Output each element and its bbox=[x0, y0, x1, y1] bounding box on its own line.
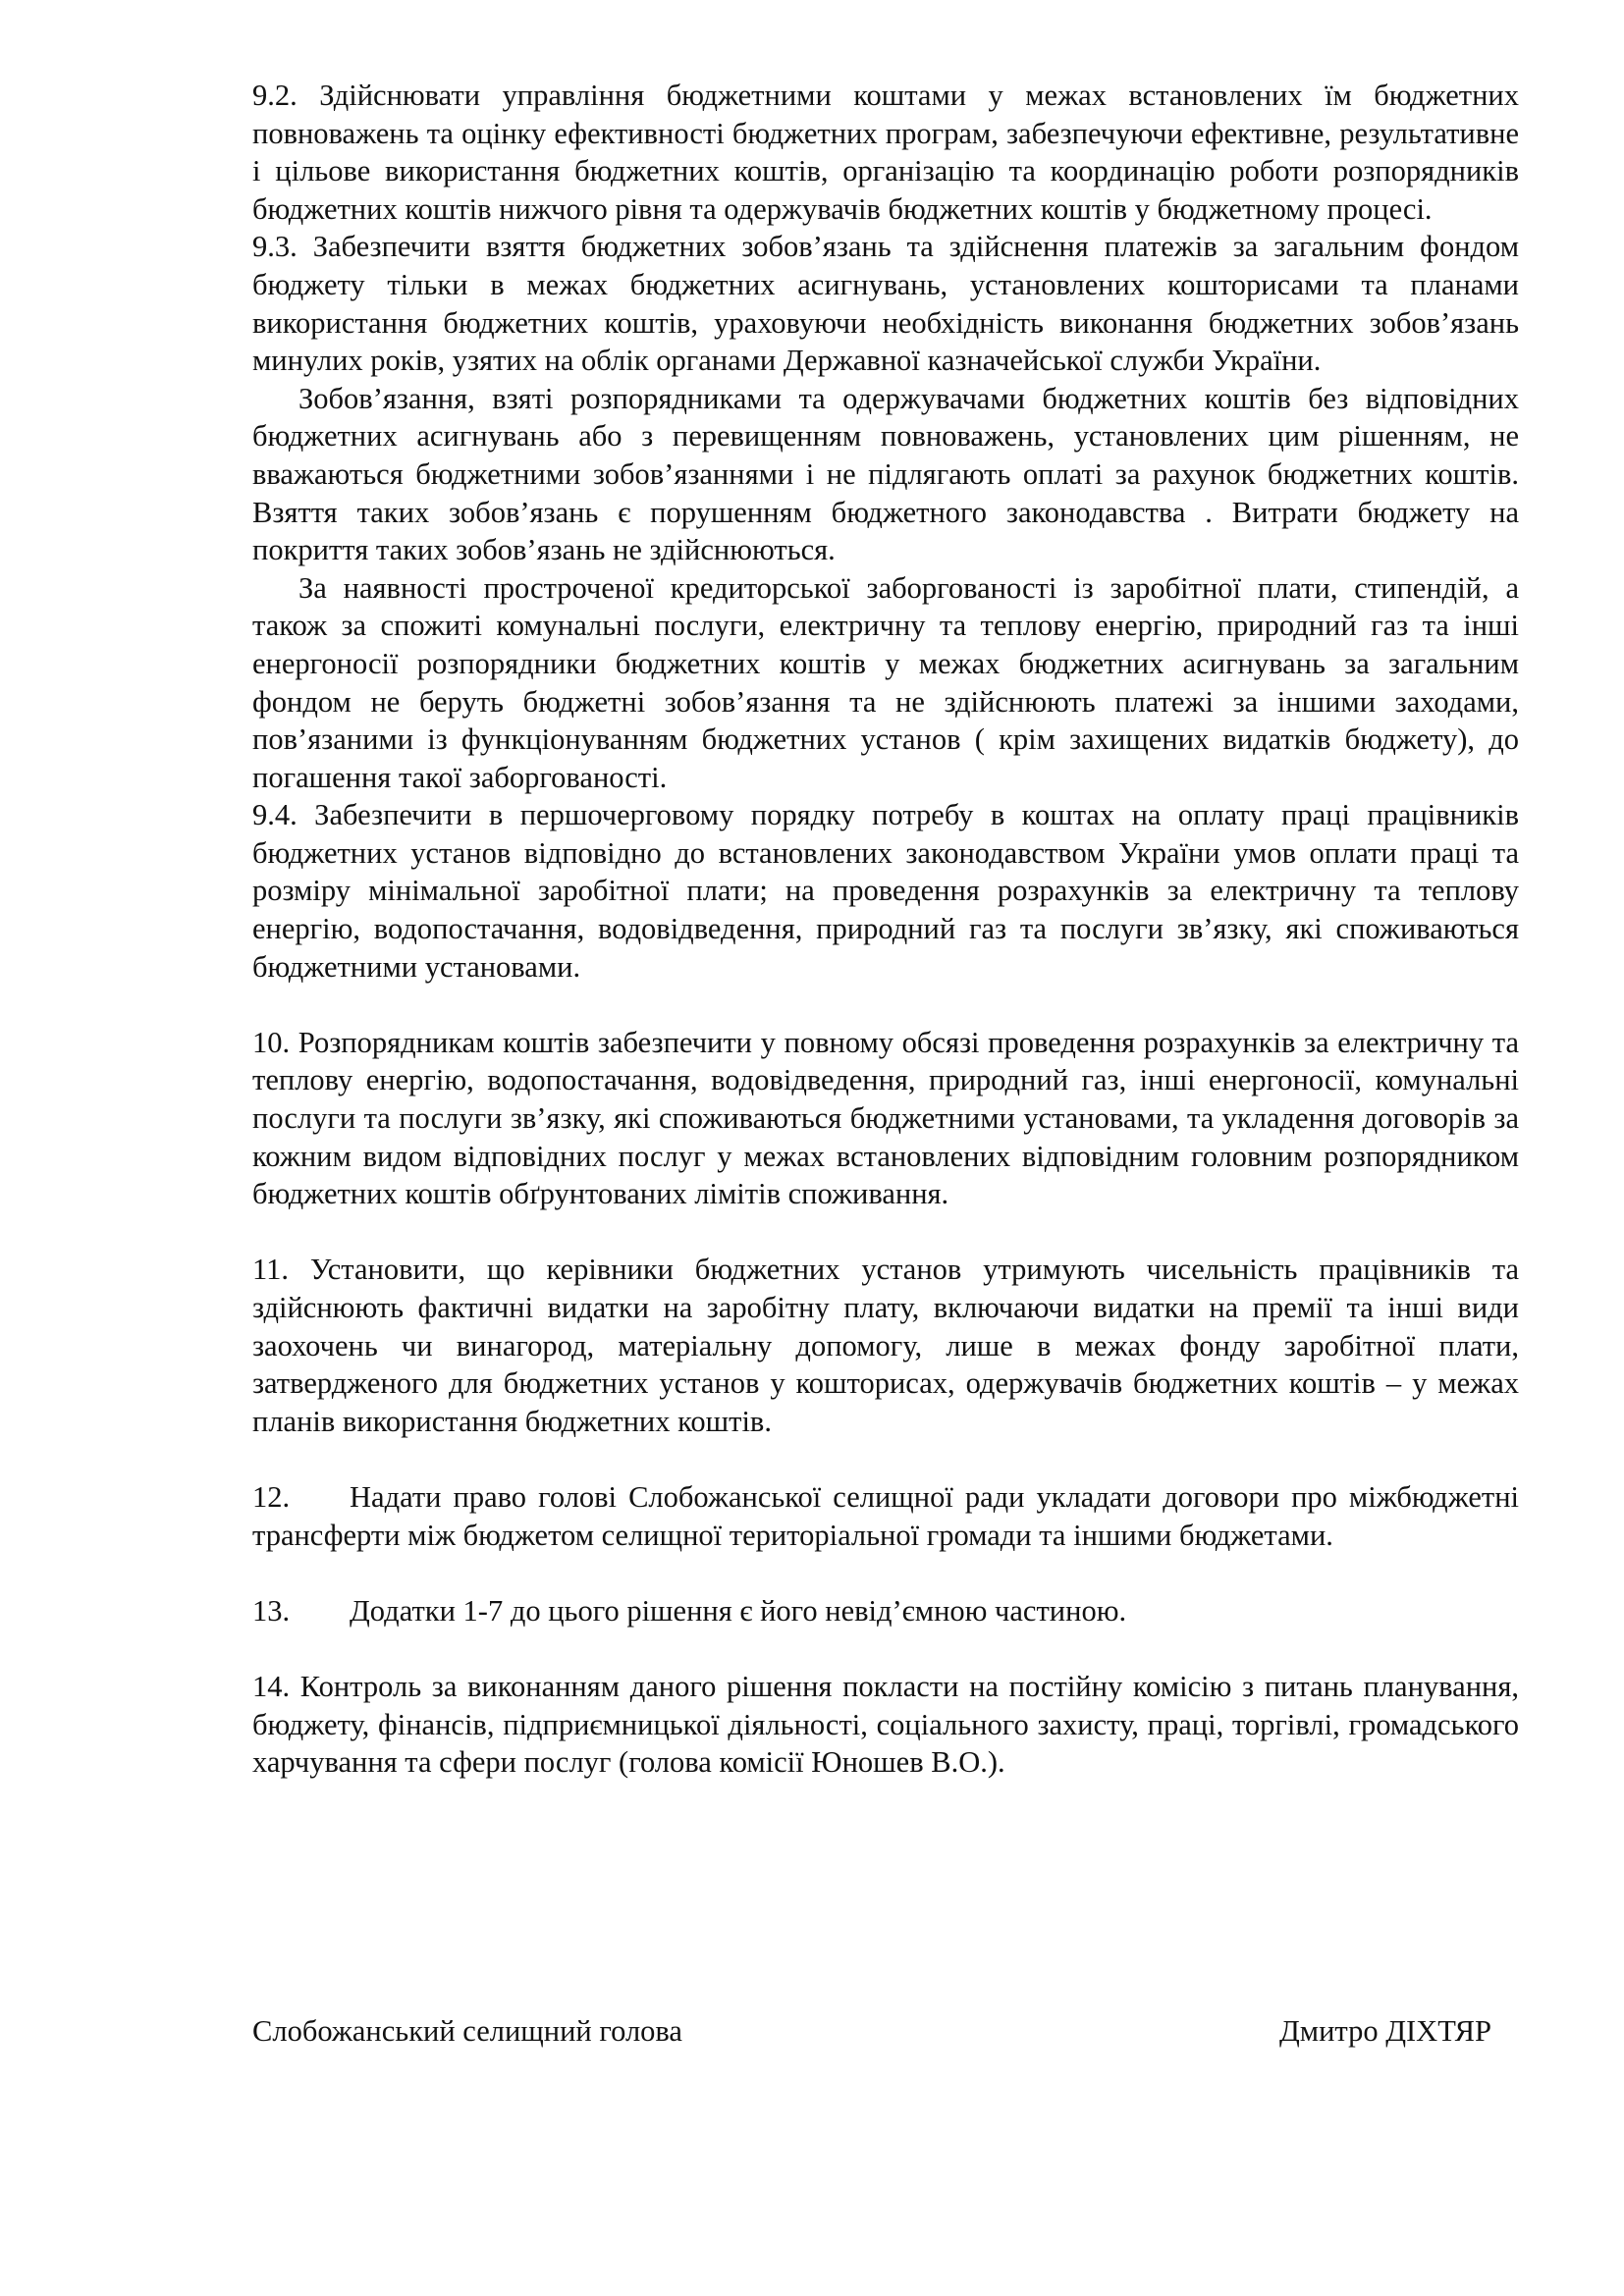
paragraph-12 bbox=[252, 1478, 1519, 1554]
paragraph-13-number: 13. bbox=[252, 1593, 291, 1628]
paragraph-9-4: 9.4. Забезпечити в першочерговому порядку потребу в коштах на оплату праці працівників бюджетних установ відповідно до встановлених законодавством України умов оплати праці та розміру мінімальної заробітної плати; на проведення розрахунків за електричну та теплову енергію, водопостачання, водовідведення, природний газ та послуги зв’язку, які споживаються бюджетними установами. bbox=[252, 798, 1519, 984]
signatory-position: Слобожанський селищний голова bbox=[252, 2014, 682, 2048]
paragraph-12-number: 12. bbox=[252, 1479, 291, 1514]
document-body bbox=[252, 77, 1519, 1782]
paragraph-9-3: 9.3. Забезпечити взяття бюджетних зобов’язань та здійснення платежів за загальним фондом бюджету тільки в межах бюджетних асигнувань, установлених кошторисами та планами використання бюджетних коштів, ураховуючи необхідність виконання бюджетних зобов’язань минулих років, узятих на облік органами Державної казначейської служби України. bbox=[252, 230, 1519, 378]
paragraph-13 bbox=[252, 1592, 1519, 1630]
paragraph-12-text: Надати право голові Слобожанської селищної ради укладати договори про міжбюджетні трансферти між бюджетом селищної територіальної громади та іншими бюджетами. bbox=[252, 1479, 1519, 1552]
paragraph-13-text: Додатки 1-7 до цього рішення є його невід’ємною частиною. bbox=[350, 1593, 1127, 1628]
signatory-name: Дмитро ДІХТЯР bbox=[1278, 2014, 1491, 2048]
paragraph-10: 10. Розпорядникам коштів забезпечити у повному обсязі проведення розрахунків за електричну та теплову енергію, водопостачання, водовідведення, природний газ, інші енергоносії, комунальні послуги та послуги зв’язку, які споживаються бюджетними установами, та укладення договорів за кожним видом відповідних послуг у межах встановлених відповідним головним розпорядником бюджетних коштів обґрунтованих лімітів споживання. bbox=[252, 1025, 1519, 1211]
paragraph-11: 11. Установити, що керівники бюджетних установ утримують чисельність працівників та здійснюють фактичні видатки на заробітну плату, включаючи видатки на премії та інші види заохочень чи винагород, матеріальну допомогу, лише в межах фонду заробітної плати, затвердженого для бюджетних установ у кошторисах, одержувачів бюджетних коштів – у межах планів використання бюджетних коштів. bbox=[252, 1253, 1519, 1438]
paragraph-9-2: 9.2. Здійснювати управління бюджетними коштами у межах встановлених їм бюджетних повноважень та оцінку ефективності бюджетних програм, забезпечуючи ефективне, результативне і цільове використання бюджетних коштів, організацію та координацію роботи розпорядників бюджетних коштів нижчого рівня та одержувачів бюджетних коштів у бюджетному процесі. bbox=[252, 79, 1519, 226]
paragraph-9-3-arrears: За наявності простроченої кредиторської заборгованості із заробітної плати, стипендій, а також за спожиті комунальні послуги, електричну та теплову енергію, природний газ та інші енергоносії розпорядники бюджетних коштів у межах бюджетних асигнувань за загальним фондом не беруть бюджетні зобов’язання та не здійснюють платежі за іншими заходами, пов’язаними із функціонуванням бюджетних установ ( крім захищених видатків бюджету), до погашення такої заборгованості. bbox=[252, 570, 1519, 794]
signature-block bbox=[252, 2012, 1491, 2051]
paragraph-9-3-obligations: Зобов’язання, взяті розпорядниками та одержувачами бюджетних коштів без відповідних бюджетних асигнувань або з перевищенням повноважень, установлених цим рішенням, не вважаються бюджетними зобов’язаннями і не підлягають оплаті за рахунок бюджетних коштів. Взяття таких зобов’язань є порушенням бюджетного законодавства . Витрати бюджету на покриття таких зобов’язань не здійснюються. bbox=[252, 381, 1519, 567]
paragraph-14: 14. Контроль за виконанням даного рішення покласти на постійну комісію з питань планування, бюджету, фінансів, підприємницької діяльності, соціального захисту, праці, торгівлі, громадського харчування та сфери послуг (голова комісії Юношев В.О.). bbox=[252, 1669, 1519, 1780]
